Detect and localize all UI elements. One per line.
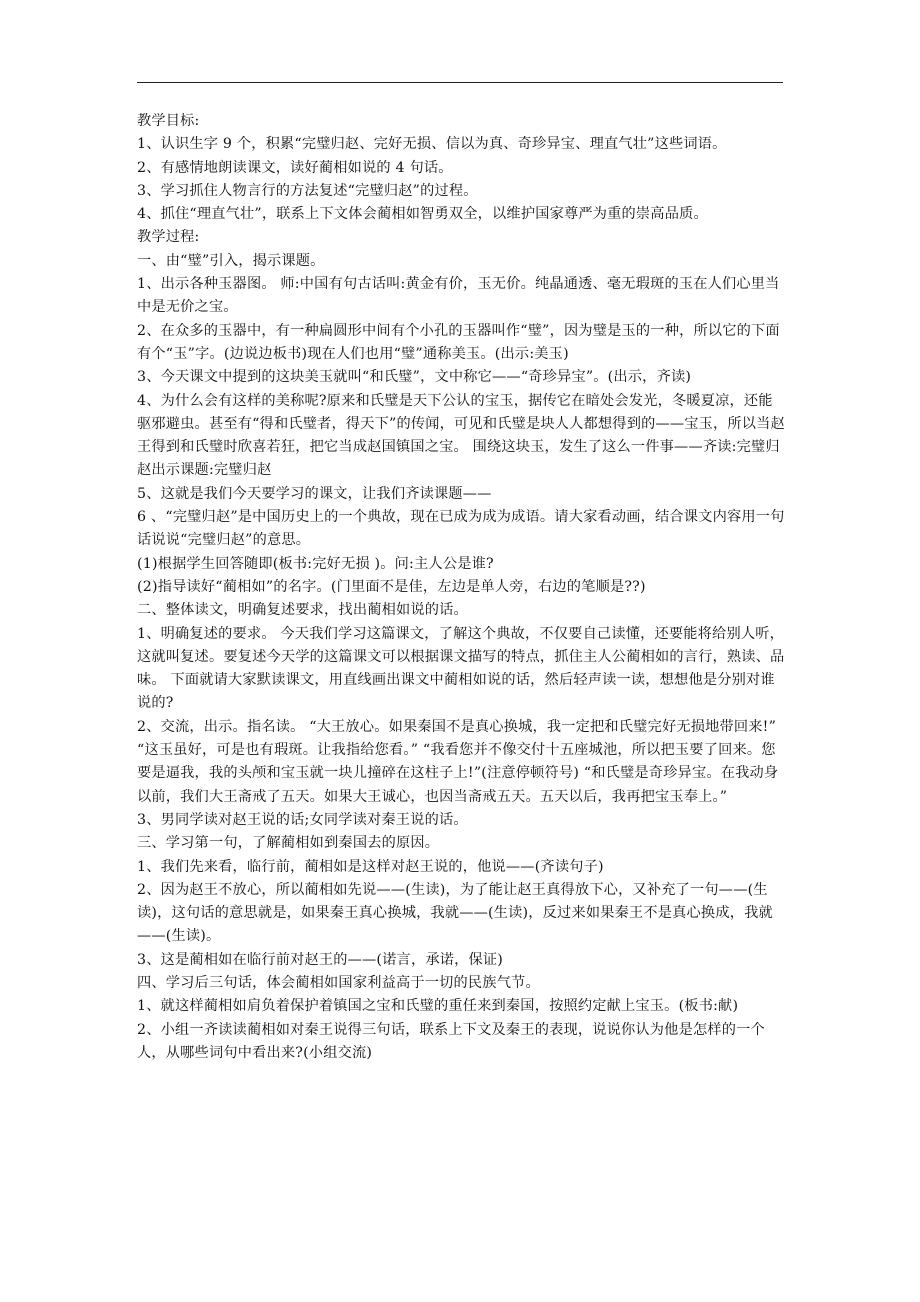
paragraph: 教学目标: bbox=[137, 113, 200, 129]
paragraph: 教学过程: bbox=[137, 229, 200, 246]
paragraph: 三、学习第一句，了解蔺相如到秦国去的原因。 bbox=[137, 835, 440, 852]
paragraph: 2、因为赵王不放心，所以蔺相如先说——(生读)，为了能让赵王真得放下心，又补充了一句——(生读)，这句话的意思就是，如果秦王真心换城，我就——(生读)，反过来如果秦王不是真心换成，我就——(生读)。 bbox=[137, 881, 773, 945]
paragraph: 4、为什么会有这样的美称呢?原来和氏璧是天下公认的宝玉，据传它在暗处会发光，冬暖夏凉，还能驱邪避虫。甚至有“得和氏璧者，得天下”的传闻，可见和氏璧是块人人都想得到的——宝玉，所以当赵王得到和氏璧时欣喜若狂，把它当成赵国镇国之宝。 围绕这块玉，发生了这么一件事——齐读:完璧归赵出示课题:完璧归赵 bbox=[137, 392, 785, 479]
paragraph: 2、小组一齐读读蔺相如对秦王说得三句话，联系上下文及秦王的表现，说说你认为他是怎样的一个人，从哪些词句中看出来?(小组交流) bbox=[137, 1021, 765, 1061]
paragraph: 1、认识生字 9 个，积累“完璧归赵、完好无损、信以为真、奇珍异宝、理直气壮”这些词语。 bbox=[137, 136, 727, 153]
paragraph: 2、交流，出示。指名读。 “大王放心。如果秦国不是真心换城，我一定把和氏璧完好无损地带回来!” “这玉虽好，可是也有瑕斑。让我指给您看。” “我看您并不像交付十五座城池，所以把玉要了回来。您要是逼我，我的头颅和宝玉就一块儿撞碎在这柱子上!”(注意停顿符号) “和氏璧是奇珍异宝。在我动身以前，我们大王斋戒了五天。如果大王诚心，也因当斋戒五天。五天以后，我再把宝玉奉上。” bbox=[137, 718, 781, 805]
paragraph: 3、这是蔺相如在临行前对赵王的——(诺言，承诺，保证) bbox=[137, 951, 503, 968]
paragraph: 1、明确复述的要求。 今天我们学习这篇课文，了解这个典故，不仅要自己读懂，还要能将给别人听，这就叫复述。要复述今天学的这篇课文可以根据课文描写的特点，抓住主人公蔺相如的言行，熟读、品味。 下面就请大家默读课文，用直线画出课文中蔺相如说的话，然后轻声读一读，想想他是分别对谁说的? bbox=[137, 625, 785, 712]
paragraph: 4、抓住“理直气壮”，联系上下文体会蔺相如智勇双全，以维护国家尊严为重的崇高品质。 bbox=[137, 206, 708, 223]
paragraph: 1、我们先来看，临行前，蔺相如是这样对赵王说的，他说——(齐读句子) bbox=[137, 858, 604, 875]
paragraph: 5、这就是我们今天要学习的课文，让我们齐读课题—— bbox=[137, 485, 492, 502]
paragraph: 6 、“完璧归赵”是中国历史上的一个典故，现在已成为成为成语。请大家看动画，结合课文内容用一句话说说“完璧归赵”的意思。 bbox=[137, 509, 785, 549]
paragraph: 2、在众多的玉器中，有一种扁圆形中间有个小孔的玉器叫作“璧”，因为璧是玉的一种，所以它的下面有个“玉”字。(边说边板书)现在人们也用“璧”通称美玉。(出示:美玉) bbox=[137, 322, 780, 362]
document-body bbox=[137, 110, 785, 1065]
paragraph: 3、男同学读对赵王说的话;女同学读对秦王说的话。 bbox=[137, 811, 468, 828]
paragraph: 一、由“璧”引入，揭示课题。 bbox=[137, 252, 325, 269]
paragraph: 1、就这样蔺相如肩负着保护着镇国之宝和氏璧的重任来到秦国，按照约定献上宝玉。(板书:献) bbox=[137, 998, 739, 1015]
paragraph: 3、今天课文中提到的这块美玉就叫“和氏璧”，文中称它——“奇珍异宝”。(出示，齐读) bbox=[137, 369, 692, 386]
paragraph: (1)根据学生回答随即(板书:完好无损 )。问:主人公是谁? bbox=[137, 555, 494, 572]
paragraph: 1、出示各种玉器图。 师:中国有句古话叫:黄金有价，玉无价。纯晶通透、毫无瑕斑的玉在人们心里当中是无价之宝。 bbox=[137, 276, 780, 316]
paragraph: 四、学习后三句话，体会蔺相如国家利益高于一切的民族气节。 bbox=[137, 974, 540, 991]
paragraph: 二、整体读文，明确复述要求，找出蔺相如说的话。 bbox=[137, 602, 468, 619]
paragraph: 3、学习抓住人物言行的方法复述“完璧归赵”的过程。 bbox=[137, 182, 478, 199]
paragraph: 2、有感情地朗读课文，读好蔺相如说的 4 句话。 bbox=[137, 159, 453, 176]
header-rule bbox=[137, 82, 783, 83]
paragraph: (2)指导读好“蔺相如”的名字。(门里面不是佳，左边是单人旁，右边的笔顺是??) bbox=[137, 578, 646, 595]
